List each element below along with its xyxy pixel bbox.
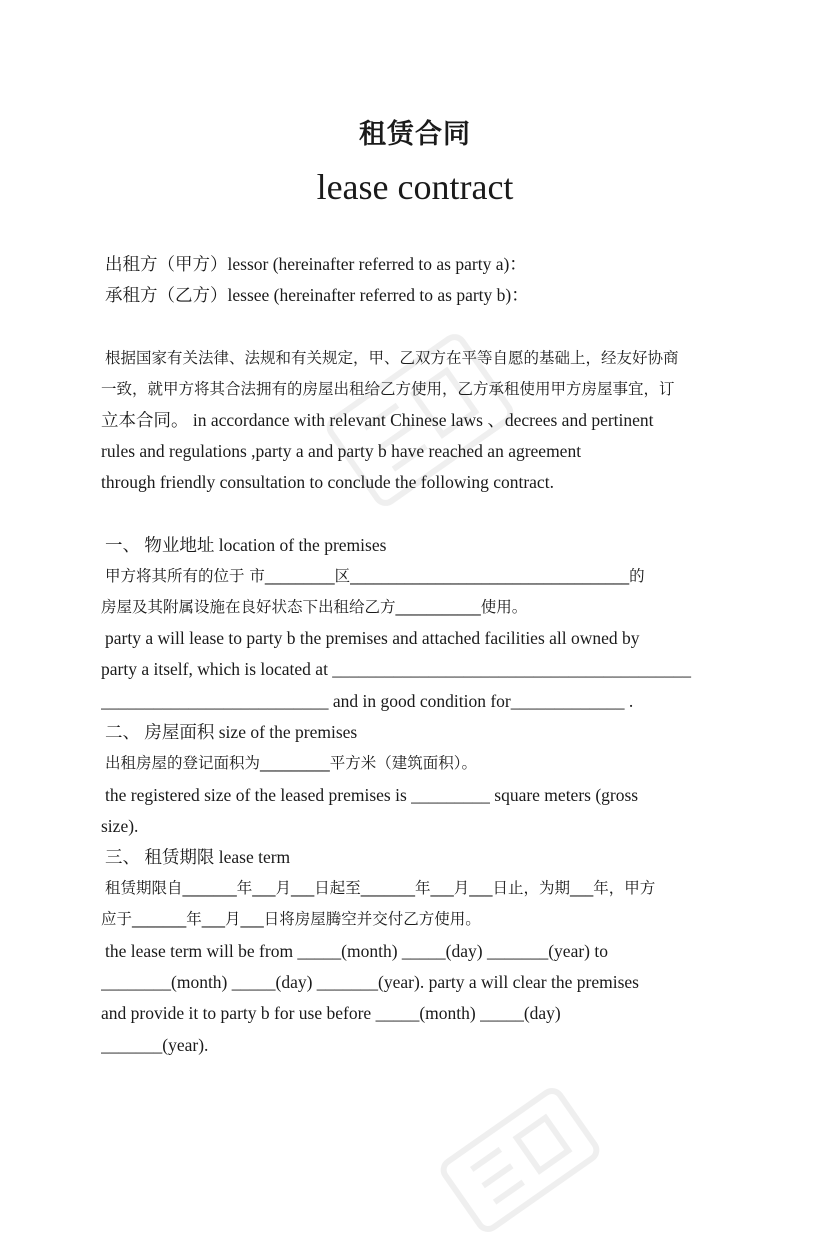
title-english: lease contract	[316, 167, 514, 207]
section-line: the registered size of the leased premises is _________ square meters (gross	[105, 785, 639, 805]
section-line: _______(year).	[101, 1035, 209, 1055]
lessee-line: 承租方（乙方）lessee (hereinafter referred to as party b)：	[105, 285, 529, 305]
section-line: 应于_______年___月___日将房屋腾空并交付乙方使用。	[101, 910, 481, 928]
section-line: size).	[101, 816, 139, 836]
section-heading: 二、 房屋面积 size of the premises	[105, 722, 358, 742]
section-line: 出租房屋的登记面积为_________平方米（建筑面积）。	[105, 754, 478, 772]
section-heading: 三、 租赁期限 lease term	[105, 847, 291, 867]
section-heading: 一、 物业地址 location of the premises	[105, 535, 387, 555]
preamble-line: 一致，就甲方将其合法拥有的房屋出租给乙方使用，乙方承租使用甲方房屋事宜，订	[101, 380, 675, 398]
section-line: __________________________ and in good condition for_____________ .	[101, 691, 634, 711]
section-line: ________(month) _____(day) _______(year). party a will clear the premises	[101, 972, 639, 992]
section-line: the lease term will be from _____(month) _____(day) _______(year) to	[105, 941, 608, 961]
preamble-line: rules and regulations ,party a and party b have reached an agreement	[101, 441, 582, 461]
title-chinese: 租赁合同	[359, 119, 471, 150]
preamble-line: 立本合同。 in accordance with relevant Chinese laws 、decrees and pertinent	[101, 410, 654, 430]
section-line: 甲方将其所有的位于 市_________区____________________________________的	[105, 567, 645, 585]
stamp-watermark	[420, 1060, 620, 1260]
preamble-line: through friendly consultation to conclude the following contract.	[101, 472, 554, 492]
section-line: 租赁期限自_______年___月___日起至_______年___月___日止，为期___年，甲方	[105, 879, 656, 897]
section-line: and provide it to party b for use before _____(month) _____(day)	[101, 1003, 561, 1023]
section-line: 房屋及其附属设施在良好状态下出租给乙方___________使用。	[101, 598, 528, 616]
section-line: party a will lease to party b the premises and attached facilities all owned by	[105, 628, 640, 648]
preamble-line: 根据国家有关法律、法规和有关规定，甲、乙双方在平等自愿的基础上，经友好协商	[105, 349, 679, 367]
section-line: party a itself, which is located at _________________________________________	[101, 659, 692, 679]
lessor-line: 出租方（甲方）lessor (hereinafter referred to as party a)：	[105, 254, 527, 274]
